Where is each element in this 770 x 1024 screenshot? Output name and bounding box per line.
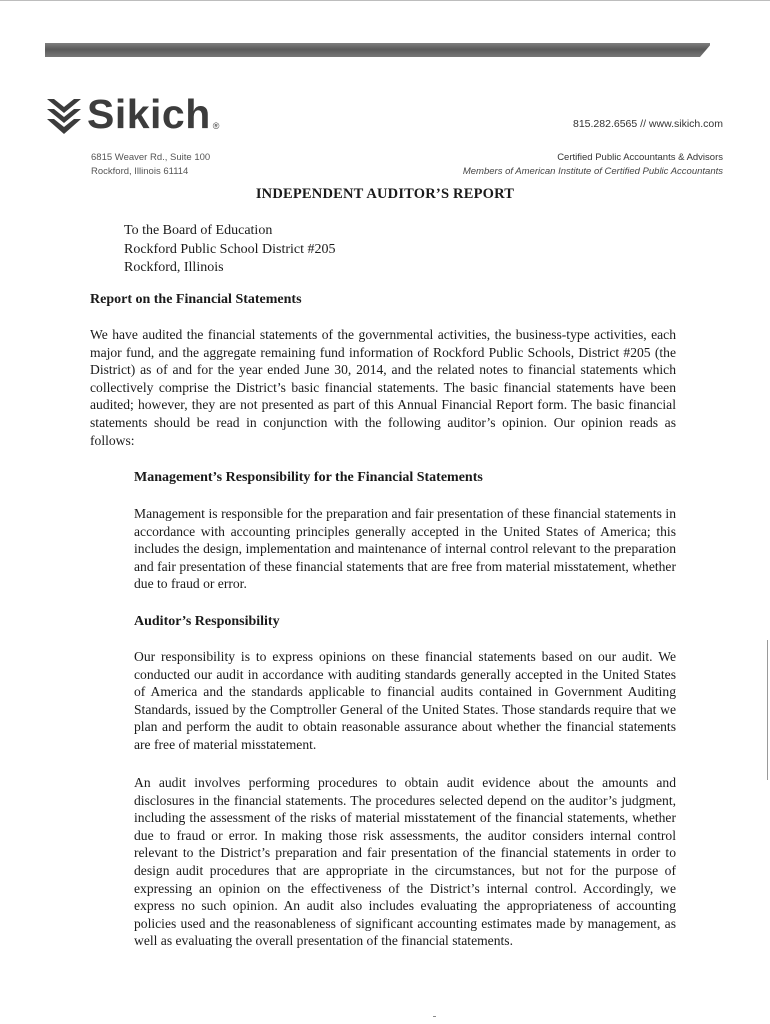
intro-paragraph: We have audited the financial statements of the governmental activities, the business-type activities, each major fund, and the aggregate remaining fund information of Rockford Public Schools, District #205 (the District) as of and for the year ended June 30, 2014, and the related notes to financial statements which collectively comprise the District’s basic financial statements. The basic financial statements have been audited; however, they are not presented as part of this Annual Financial Report form. The basic financial statements should be read in conjunction with the following auditor’s opinion. Our opinion reads as follows:	[90, 327, 676, 448]
scan-speck	[433, 1016, 436, 1017]
letterhead-band	[45, 43, 710, 57]
address-line-1: 6815 Weaver Rd., Suite 100	[91, 152, 211, 163]
auditor-paragraph-1: Our responsibility is to express opinions on these financial statements based on our audit. We conducted our audit in accordance with auditing standards generally accepted in the United States of America and the standards applicable to financial audits contained in Government Auditing Standards, issued by the Comptroller General of the United States. Those standards require that we plan and perform the audit to obtain reasonable assurance about whether the financial statements are free of material misstatement.	[134, 649, 676, 752]
tagline-2: Members of American Institute of Certified Public Accountants	[462, 166, 723, 177]
addressee-line-1: To the Board of Education	[124, 223, 273, 238]
management-paragraph: Management is responsible for the preparation and fair presentation of these financial statements in accordance with accounting principles generally accepted in the United States of America; this includes the design, implementation and maintenance of internal control relevant to the preparation and fair presentation of these financial statements that are free from material misstatement, whether due to fraud or error.	[134, 506, 676, 592]
sikich-chevron-icon	[45, 95, 83, 135]
tagline-1: Certified Public Accountants & Advisors	[557, 152, 723, 163]
scan-right-edge	[767, 640, 768, 780]
addressee-line-3: Rockford, Illinois	[124, 260, 224, 275]
registered-mark: ®	[212, 121, 220, 131]
auditor-paragraph-2: An audit involves performing procedures to obtain audit evidence about the amounts and disclosures in the financial statements. The procedures selected depend on the auditor’s judgment, including the assessment of the risks of material misstatement of the financial statements, whether due to fraud or error. In making those risk assessments, the auditor considers internal control relevant to the District’s preparation and fair presentation of the financial statements in order to design audit procedures that are appropriate in the circumstances, but not for the purpose of expressing an opinion on the effectiveness of the District’s internal control. Accordingly, we express no such opinion. An audit also includes evaluating the appropriateness of accounting policies used and the reasonableness of significant accounting estimates made by management, as well as evaluating the overall presentation of the financial statements.	[134, 775, 676, 949]
address-line-2: Rockford, Illinois 61114	[91, 166, 189, 177]
addressee-line-2: Rockford Public School District #205	[124, 241, 336, 257]
firm-name: Sikich	[87, 91, 211, 137]
letterhead-band-cut	[700, 43, 712, 57]
firm-tagline	[463, 151, 723, 179]
heading-management-responsibility: Management’s Responsibility for the Financial Statements	[134, 470, 483, 485]
firm-logo	[45, 85, 219, 135]
firm-address	[91, 151, 210, 179]
heading-auditor-responsibility: Auditor’s Responsibility	[134, 614, 280, 629]
contact-line: 815.282.6565 // www.sikich.com	[573, 118, 723, 130]
addressee-block	[124, 222, 336, 278]
scan-top-edge	[0, 0, 770, 1]
report-title: INDEPENDENT AUDITOR’S REPORT	[255, 186, 515, 202]
section-heading-financial-statements: Report on the Financial Statements	[90, 292, 302, 307]
